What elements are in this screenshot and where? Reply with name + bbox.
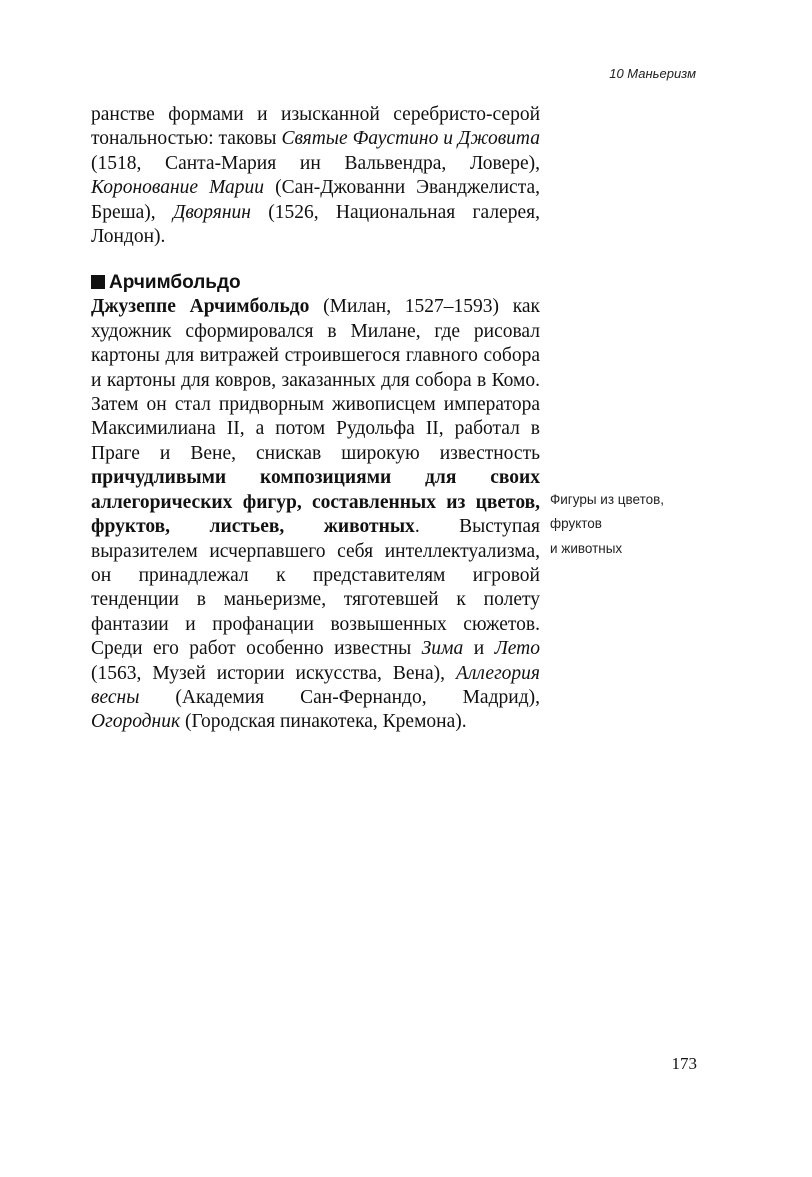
text-run: (Милан, 1527–1593) как художник сформировался в Милане, где рисовал картоны для витражей строившегося главного собора и картоны для ковров, заказанных для собора в Комо. Затем он стал придворным живописцем императора Максимилиана II, а потом Рудольфа II, работал в Праге и Вене, снискав широкую известность: [91, 296, 540, 464]
text-run: ранстве формами и изысканной серебристо-серой тональностью: таковы: [91, 104, 540, 150]
text-run: (1518, Санта-Мария ин Вальвендра, Ловере),: [91, 152, 540, 174]
artwork-title: Зима: [421, 638, 464, 660]
margin-note-line: и животных: [550, 540, 623, 556]
emphasis-text: причудливыми композициями для своих аллегорических фигур, составленных из цветов, фруктов, листьев, животных: [91, 467, 540, 538]
text-run: (1526, Национальная галерея, Лондон).: [91, 201, 540, 248]
artwork-title: Святые Фаустино и Джовита: [281, 128, 541, 150]
square-bullet-icon: [91, 275, 105, 289]
section-heading-label: Арчимбольдо: [109, 272, 241, 294]
artwork-title: Огородник: [91, 711, 181, 733]
margin-note: [550, 488, 700, 561]
page-number: 173: [671, 1054, 697, 1073]
artwork-title: Лето: [494, 638, 541, 660]
text-run: (Академия Сан-Фернандо, Мадрид),: [139, 686, 540, 708]
running-head: 10 Маньеризм: [609, 66, 696, 81]
text-run: (Сан-Джованни Эванджелиста, Бреша),: [91, 177, 540, 223]
text-run: (1563, Музей истории искусства, Вена),: [91, 662, 457, 684]
artwork-title: Аллегория весны: [91, 662, 540, 708]
artwork-title: Коронование Марии: [91, 177, 265, 199]
text-run: и: [463, 638, 495, 660]
margin-note-line: Фигуры из цветов,: [550, 492, 665, 507]
section-heading: [91, 271, 540, 295]
margin-note-line: фруктов: [550, 516, 602, 532]
text-run: . Выступая выразителем исчерпавшего себя интеллектуализма, он принадлежал к представителям игровой тенденции в маньеризме, тяготевшей к полету фантазии и профанации возвышенных сюжетов. Среди его работ особенно известны: [91, 516, 540, 660]
text-run: (Городская пинакотека, Кремона).: [180, 711, 467, 733]
paragraph-arcimboldo: [91, 295, 540, 734]
artwork-title: Дворянин: [172, 201, 251, 223]
text-column: [91, 103, 540, 735]
paragraph-intro: [91, 103, 540, 249]
artist-name: Джузеппе Арчимбольдо: [91, 296, 310, 318]
